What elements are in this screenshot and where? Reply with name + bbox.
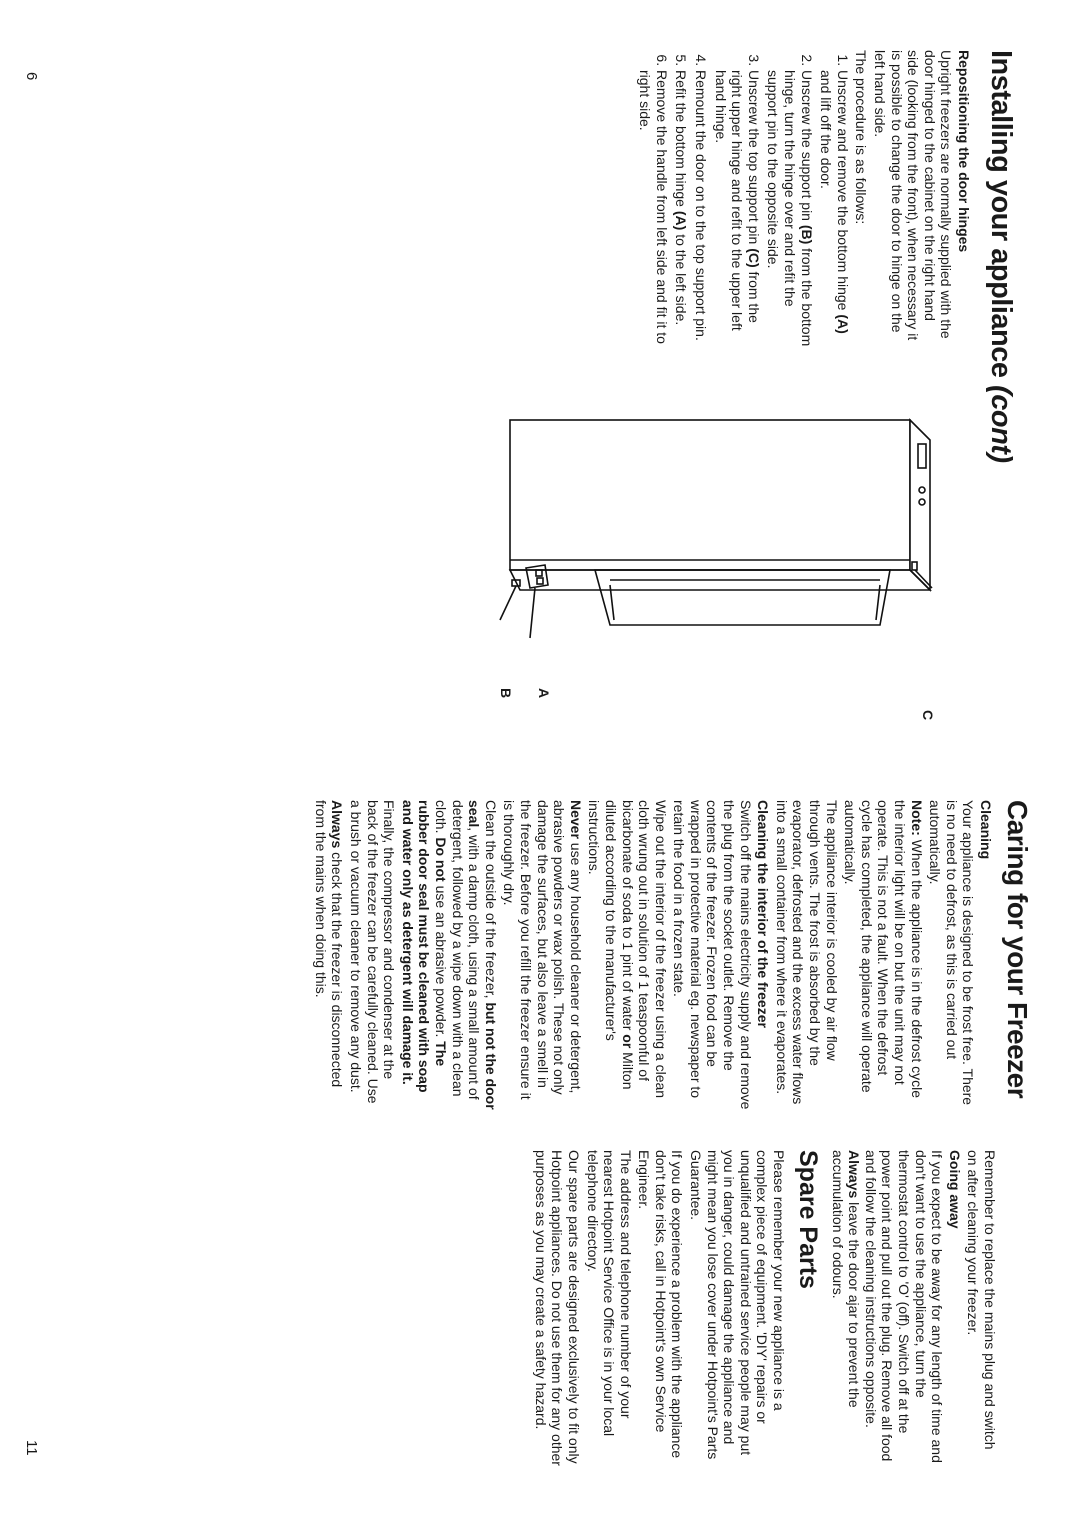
spare-p2: If you do experience a problem with the appliance don't take risks, call in Hotpoint's own Service Engineer.: [636, 1150, 686, 1459]
going-away-heading: Going away: [946, 1150, 963, 1229]
hinge-step: 6. Remove the handle from left side and fit it to right side.: [637, 70, 670, 350]
procedure-line: The procedure is as follows:: [853, 50, 870, 225]
spare-p3: The address and telephone number of your nearest Hotpoint Service Office is in your local telephone directory.: [584, 1150, 634, 1437]
outside-paragraph: Clean the outside of the freezer, but not the door seal, with a damp cloth, using a small amount of detergent, followed by a wipe down with a clean cloth. Do not use an abrasive powder. The rubber door seal must be cleaned with soap and water only as detergent will damage it.: [399, 800, 499, 1110]
caring-section: [310, 800, 1034, 1110]
interior-heading: Cleaning the interior of the freezer: [755, 800, 772, 1028]
installing-section: [978, 50, 1018, 610]
cleaning-p2: The appliance interior is cooled by air flow through vents. The frost is absorbed by the evaporator, defrosted and the excess water flows into a small container from where it evaporates.: [773, 800, 840, 1105]
page-number-right: 11: [23, 1440, 40, 1456]
installing-title: Installing your appliance (cont): [985, 50, 1017, 463]
hinges-heading: Repositioning the door hinges: [956, 50, 972, 253]
remember-paragraph: Remember to replace the mains plug and switch on after cleaning your freezer.: [965, 1150, 998, 1450]
caring-title: Caring for your Freezer: [1002, 800, 1033, 1099]
page-number-left: 6: [23, 72, 40, 81]
label-c: C: [920, 710, 936, 721]
finally-paragraph: Finally, the compressor and condenser at the back of the freezer can be carefully cleaned. Use a brush or vacuum cleaner to remove any dust.: [348, 800, 398, 1104]
hinge-steps-list: [637, 50, 851, 350]
going-away-paragraph: If you expect to be away for any length of time and don't want to use the appliance, turn the thermostat control to 'O' (off). Switch off at the power point and pull out the plug. Remove all food and follow the cleaning instructions opposite. Always leave the door ajar to prevent the accumulation of odours.: [829, 1150, 946, 1463]
note-paragraph: Note: When the appliance is in the defrost cycle the interior light will be on but the unit may not operate. This is not a fault. When the defrost cycle has completed, the appliance will operate automatically.: [842, 800, 925, 1099]
cleaning-heading: Cleaning: [978, 800, 994, 860]
installing-text-column: [634, 50, 972, 350]
hinge-step: 4. Remount the door on to the top support pin.: [693, 70, 710, 350]
spare-parts-title: Spare Parts: [794, 1150, 823, 1289]
hinge-step: 2. Unscrew the support pin (B) from the bottom hinge, turn the hinge over and refit the support pin to the opposite side.: [765, 70, 815, 350]
hinge-step: 1. Unscrew and remove the bottom hinge (A) and lift off the door.: [818, 70, 851, 350]
cleaning-p1: Your appliance is designed to be frost free. There is no need to defrost, as this is carried out automatically.: [927, 800, 977, 1106]
right-column: [530, 1150, 998, 1466]
hinge-step: 5. Refit the bottom hinge (A) to the left side.: [673, 70, 690, 350]
never-paragraph: Never use any household cleaner or detergent, abrasive powders or wax polish. These not only damage the surfaces, but also leave a smell in the freezer. Before you refill the freezer ensure it is thoroughly dry.: [501, 800, 584, 1100]
label-a: A: [536, 688, 552, 699]
interior-p2: Wipe out the interior of the freezer using a clean cloth wrung out in solution of 1 teaspoonful of bicarbonate of soda to 1 pint of water or Milton diluted according to the manufacturer's instructions.: [586, 800, 669, 1099]
hinge-step: 3. Unscrew the top support pin (C) from the right upper hinge and refit to the upper left hand hinge.: [712, 70, 762, 350]
spare-p1: Please remember your new appliance is a complex piece of equipment. 'DIY' repairs or unqualified and untrained service people may put you in danger, could damage the appliance and might mean you lose cover under Hotpoint's Parts Guarantee.: [688, 1150, 788, 1460]
always-paragraph: Always check that the freezer is disconnected from the mains when doing this.: [312, 800, 346, 1088]
hinges-intro: Upright freezers are normally supplied with the door hinged to the cabinet on the right hand side (looking from the front), when necessary it is possible to change the door to hinge on the left hand side.: [872, 50, 955, 341]
interior-p1: Switch off the mains electricity supply and remove the plug from the socket outlet. Remove the contents of the freezer. Frozen food can be wrapped in protective material eg. newspaper to retain the food in a frozen state.: [671, 800, 754, 1110]
label-b: B: [498, 688, 514, 699]
spare-p4: Our spare parts are designed exclusively to fit only Hotpoint appliances. Do not use them for any other purposes as you may create a safety hazard.: [532, 1150, 582, 1466]
